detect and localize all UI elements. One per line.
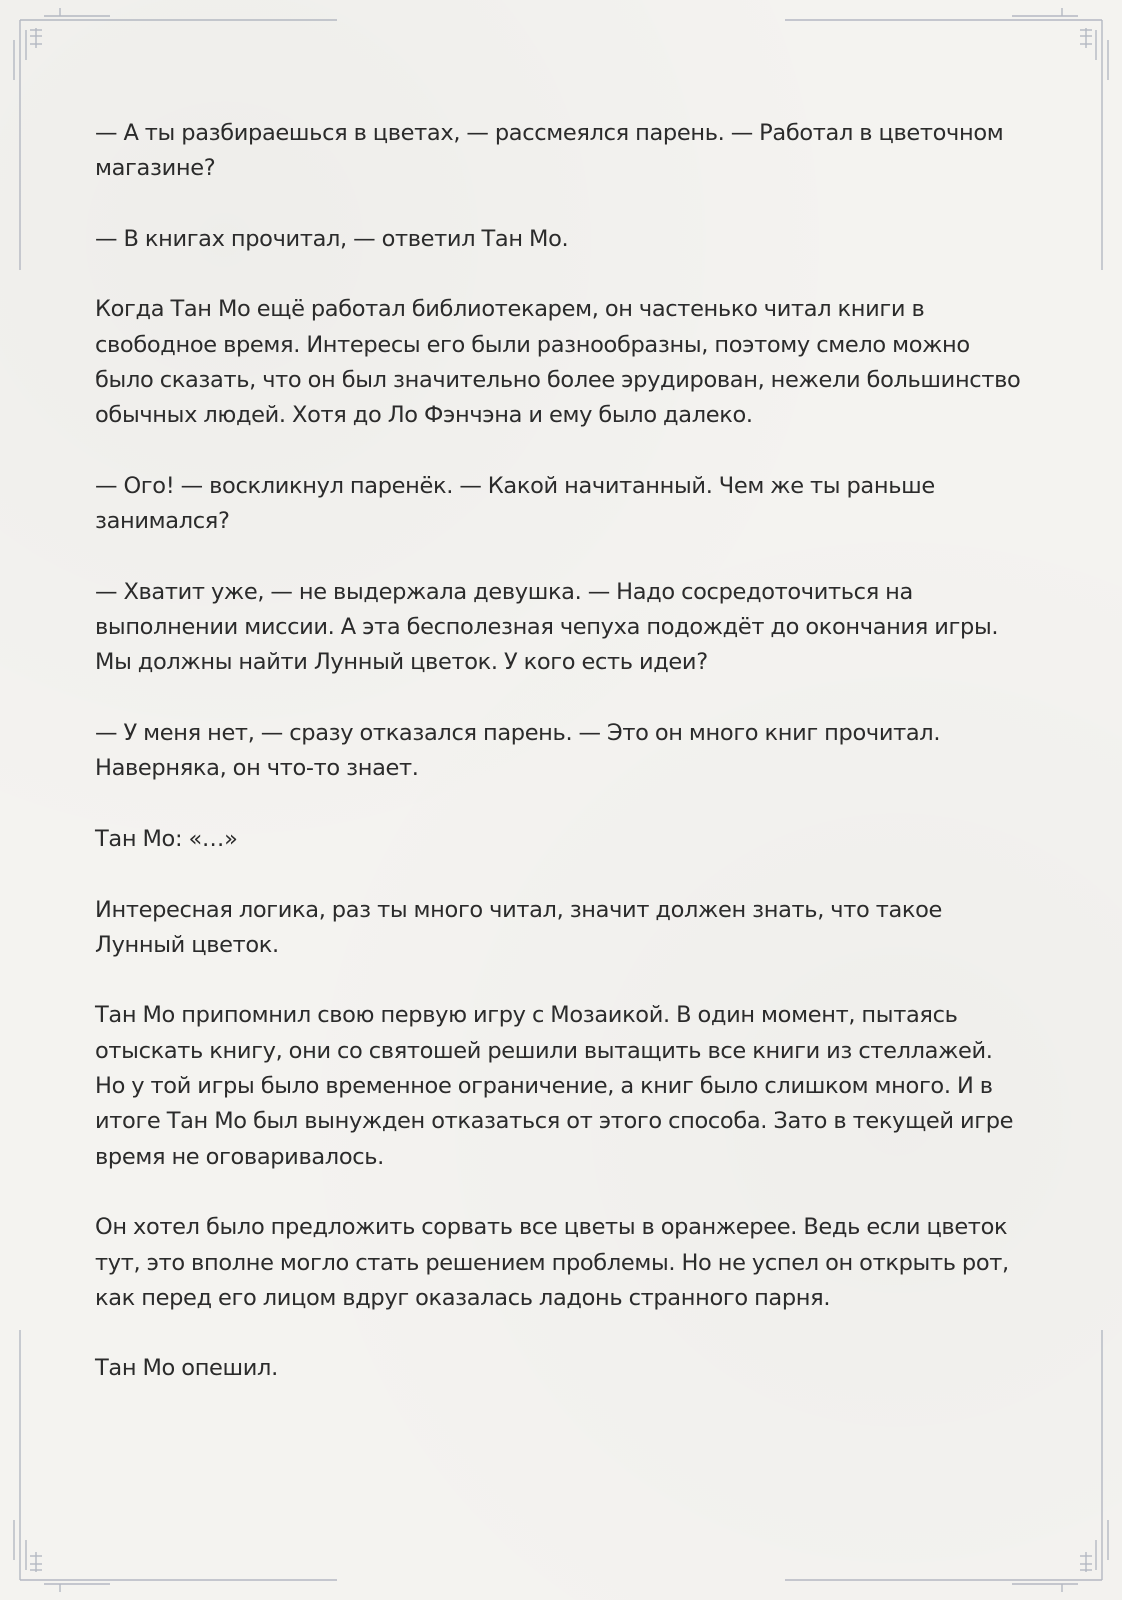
document-body (95, 116, 1025, 1422)
paragraph: — А ты разбираешься в цветах, — рассмеялся парень. — Работал в цветочном магазине? (95, 120, 1004, 182)
paragraph: Когда Тан Мо ещё работал библиотекарем, он частенько читал книги в свободное время. Интересы его были разнообразны, поэтому смело можно было сказать, что он был значительно более эрудирован, нежели большинство обычных людей. Хотя до Ло Фэнчэна и ему было далеко. (95, 296, 1021, 429)
paragraph: — Хватит уже, — не выдержала девушка. — Надо сосредоточиться на выполнении миссии. А эта бесполезная чепуха подождёт до окончания игры. Мы должны найти Лунный цветок. У кого есть идеи? (95, 578, 999, 676)
paragraph: Интересная логика, раз ты много читал, значит должен знать, что такое Лунный цветок. (95, 896, 943, 958)
paragraph: Тан Мо опешил. (95, 1355, 278, 1382)
paragraph: Тан Мо припомнил свою первую игру с Мозаикой. В один момент, пытаясь отыскать книгу, они со святошей решили вытащить все книги из стеллажей. Но у той игры было временное ограничение, а книг было слишком много. И в итоге Тан Мо был вынужден отказаться от этого способа. Зато в текущей игре время не оговаривалось. (95, 1002, 1014, 1170)
paragraph: Тан Мо: «…» (95, 825, 238, 852)
paragraph: — В книгах прочитал, — ответил Тан Мо. (95, 225, 569, 252)
paragraph: — У меня нет, — сразу отказался парень. — Это он много книг прочитал. Наверняка, он что-то знает. (95, 720, 941, 782)
paragraph: — Ого! — воскликнул паренёк. — Какой начитанный. Чем же ты раньше занимался? (95, 472, 935, 535)
paragraph: Он хотел было предложить сорвать все цветы в оранжерее. Ведь если цветок тут, это вполне могло стать решением проблемы. Но не успел он открыть рот, как перед его лицом вдруг оказалась ладонь странного парня. (95, 1214, 1009, 1311)
